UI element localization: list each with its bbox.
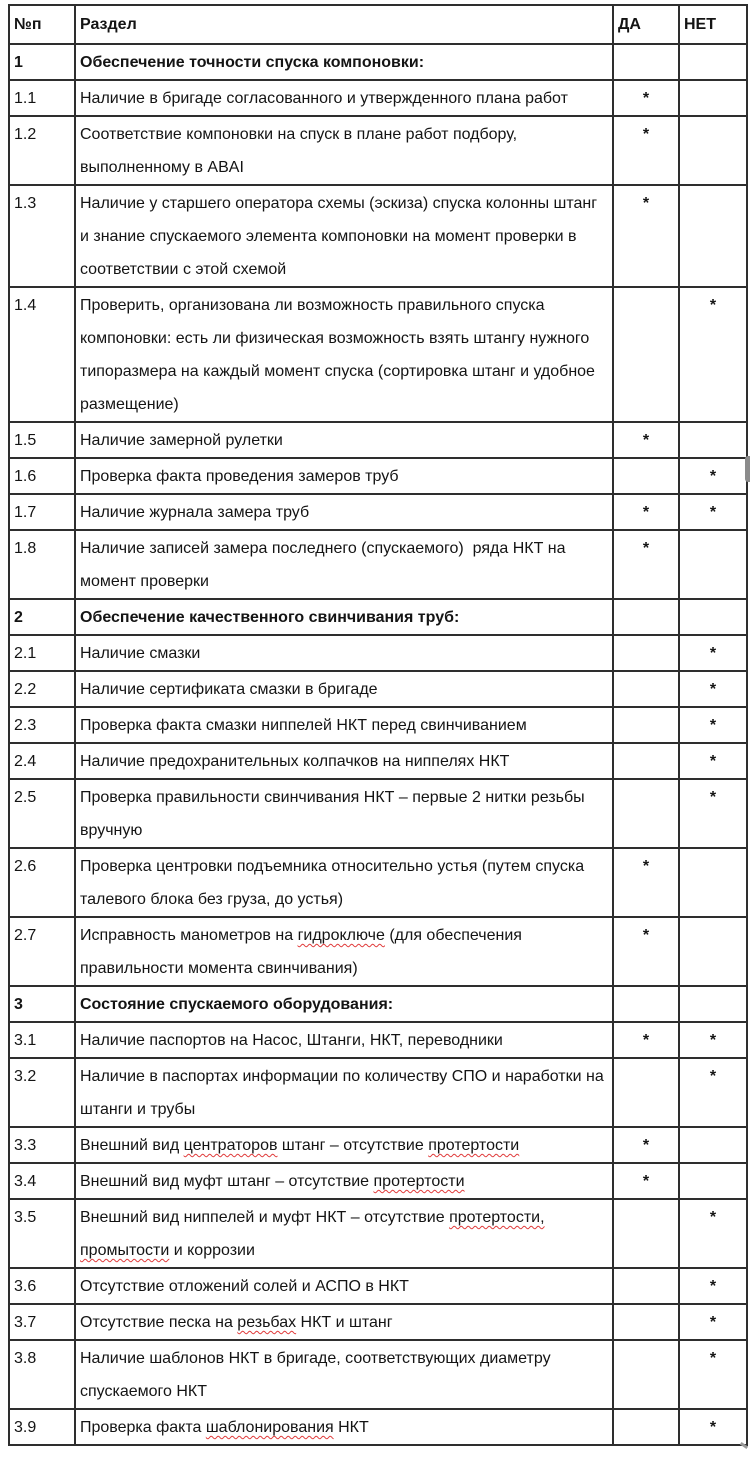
table-row (9, 530, 747, 599)
no-mark-cell: * (679, 1199, 747, 1268)
table-row (9, 1340, 747, 1409)
table-row (9, 599, 747, 635)
table-row (9, 1163, 747, 1199)
yes-mark-cell (613, 986, 679, 1022)
table-row (9, 458, 747, 494)
section-text-cell (75, 494, 613, 530)
yes-mark-cell (613, 707, 679, 743)
table-row (9, 635, 747, 671)
text-segment: Наличие у старшего оператора схемы (эскиза) спуска колонны штанг (80, 195, 598, 212)
text-segment: выполненному в ABAI (80, 159, 244, 176)
row-number-cell: 2.1 (9, 635, 75, 671)
text-segment: Внешний вид (80, 1137, 184, 1154)
yes-mark-cell: * (613, 917, 679, 986)
row-number-cell: 3.2 (9, 1058, 75, 1127)
yes-mark-cell: * (613, 1022, 679, 1058)
row-number-cell: 1.8 (9, 530, 75, 599)
row-number-cell: 3.9 (9, 1409, 75, 1445)
table-header (9, 5, 747, 44)
row-number-cell: 1.1 (9, 80, 75, 116)
row-number-cell: 1.5 (9, 422, 75, 458)
text-segment: Обеспечение качественного свинчивания труб: (80, 609, 460, 626)
no-mark-cell: * (679, 707, 747, 743)
row-number-cell: 1 (9, 44, 75, 80)
no-mark-cell (679, 917, 747, 986)
row-number-cell: 1.6 (9, 458, 75, 494)
section-text-cell (75, 986, 613, 1022)
text-segment: штанги и трубы (80, 1101, 196, 1118)
section-text-cell (75, 1199, 613, 1268)
no-mark-cell: * (679, 671, 747, 707)
text-line (80, 496, 608, 529)
text-segment: правильности момента свинчивания) (80, 960, 358, 977)
text-segment: размещение) (80, 396, 179, 413)
text-segment: вручную (80, 822, 143, 839)
no-mark-cell: * (679, 494, 747, 530)
yes-mark-cell (613, 1304, 679, 1340)
text-line (80, 220, 608, 253)
no-mark-cell (679, 986, 747, 1022)
text-segment: Состояние спускаемого оборудования: (80, 996, 394, 1013)
yes-mark-cell (613, 44, 679, 80)
table-row (9, 986, 747, 1022)
text-line (80, 781, 608, 814)
text-segment: НКТ и штанг (296, 1314, 393, 1331)
section-text-cell (75, 779, 613, 848)
row-number-cell: 3.7 (9, 1304, 75, 1340)
text-line (80, 601, 608, 634)
section-text-cell (75, 1022, 613, 1058)
yes-mark-cell: * (613, 1163, 679, 1199)
row-number-cell: 2.2 (9, 671, 75, 707)
yes-mark-cell: * (613, 422, 679, 458)
yes-mark-cell (613, 635, 679, 671)
table-row (9, 707, 747, 743)
table-row (9, 1268, 747, 1304)
text-segment: НКТ (333, 1419, 369, 1436)
yes-mark-cell (613, 287, 679, 422)
row-number-cell: 2 (9, 599, 75, 635)
table-row (9, 1058, 747, 1127)
misspelled-word: резьбах (237, 1314, 297, 1331)
text-segment: Проверка факта (80, 1419, 206, 1436)
yes-mark-cell (613, 671, 679, 707)
text-line (80, 1342, 608, 1375)
section-text-cell (75, 1163, 613, 1199)
row-number-cell: 3.1 (9, 1022, 75, 1058)
no-mark-cell: * (679, 1058, 747, 1127)
misspelled-word: протертости (373, 1173, 465, 1190)
row-number-cell: 3.6 (9, 1268, 75, 1304)
misspelled-word: шаблонирования (205, 1419, 334, 1436)
text-line (80, 1129, 608, 1162)
section-text-cell (75, 743, 613, 779)
yes-mark-cell: * (613, 530, 679, 599)
text-line (80, 1411, 608, 1444)
text-line (80, 673, 608, 706)
text-line (80, 1375, 608, 1408)
table-row (9, 80, 747, 116)
no-mark-cell: * (679, 1268, 747, 1304)
section-text-cell (75, 599, 613, 635)
table-row (9, 848, 747, 917)
yes-mark-cell (613, 1199, 679, 1268)
text-segment: Проверить, организована ли возможность правильного спуска (80, 297, 545, 314)
table-row (9, 1304, 747, 1340)
text-segment: соответствии с этой схемой (80, 261, 287, 278)
text-segment: Внешний вид ниппелей и муфт НКТ – отсутствие (80, 1209, 450, 1226)
text-line (80, 289, 608, 322)
no-mark-cell (679, 44, 747, 80)
text-line (80, 565, 608, 598)
no-mark-cell: * (679, 287, 747, 422)
text-line (80, 814, 608, 847)
no-mark-cell (679, 422, 747, 458)
text-segment: Наличие в паспортах информации по количеству СПО и наработки на (80, 1068, 604, 1085)
row-number-cell: 1.3 (9, 185, 75, 287)
table-row (9, 422, 747, 458)
yes-mark-cell: * (613, 80, 679, 116)
section-text-cell (75, 707, 613, 743)
text-line (80, 1234, 608, 1267)
table-row (9, 743, 747, 779)
text-line (80, 118, 608, 151)
text-segment: (для обеспечения (384, 927, 522, 944)
section-text-cell (75, 44, 613, 80)
scan-artifact (745, 456, 750, 482)
row-number-cell: 2.4 (9, 743, 75, 779)
no-mark-cell (679, 80, 747, 116)
text-line (80, 850, 608, 883)
text-segment: и коррозии (169, 1242, 255, 1259)
yes-mark-cell (613, 458, 679, 494)
yes-mark-cell (613, 599, 679, 635)
text-segment: Наличие в бригаде согласованного и утвержденного плана работ (80, 90, 568, 107)
table-row (9, 917, 747, 986)
text-line (80, 46, 608, 79)
no-mark-cell: * (679, 1340, 747, 1409)
text-segment: и знание спускаемого элемента компоновки на момент проверки в (80, 228, 577, 245)
text-line (80, 883, 608, 916)
section-text-cell (75, 80, 613, 116)
table-row (9, 779, 747, 848)
row-number-cell: 2.5 (9, 779, 75, 848)
section-text-cell (75, 917, 613, 986)
table-row (9, 1409, 747, 1445)
section-text-cell (75, 116, 613, 185)
col-header-number: №п (9, 5, 75, 44)
yes-mark-cell (613, 1058, 679, 1127)
text-line (80, 355, 608, 388)
row-number-cell: 2.3 (9, 707, 75, 743)
text-segment: Внешний вид муфт штанг – отсутствие (80, 1173, 374, 1190)
table-row (9, 1199, 747, 1268)
text-segment: талевого блока без груза, до устья) (80, 891, 344, 908)
section-text-cell (75, 1058, 613, 1127)
text-segment: Наличие замерной рулетки (80, 432, 283, 449)
text-line (80, 1270, 608, 1303)
section-text-cell (75, 185, 613, 287)
col-header-yes: ДА (613, 5, 679, 44)
text-line (80, 988, 608, 1021)
table-row (9, 1022, 747, 1058)
text-line (80, 745, 608, 778)
misspelled-word: протертости (428, 1137, 520, 1154)
row-number-cell: 3.3 (9, 1127, 75, 1163)
section-text-cell (75, 287, 613, 422)
col-header-no: НЕТ (679, 5, 747, 44)
row-number-cell: 2.6 (9, 848, 75, 917)
table-row (9, 1127, 747, 1163)
text-line (80, 1024, 608, 1057)
header-row (9, 5, 747, 44)
section-text-cell (75, 1409, 613, 1445)
text-segment: штанг – отсутствие (277, 1137, 429, 1154)
text-line (80, 424, 608, 457)
no-mark-cell (679, 848, 747, 917)
text-segment: Проверка факта проведения замеров труб (80, 468, 399, 485)
text-line (80, 388, 608, 421)
text-segment: Наличие шаблонов НКТ в бригаде, соответствующих диаметру (80, 1350, 551, 1367)
section-text-cell (75, 1268, 613, 1304)
text-line (80, 919, 608, 952)
col-header-section: Раздел (75, 5, 613, 44)
section-text-cell (75, 1340, 613, 1409)
row-number-cell: 3 (9, 986, 75, 1022)
yes-mark-cell (613, 1409, 679, 1445)
text-line (80, 322, 608, 355)
yes-mark-cell (613, 1268, 679, 1304)
text-line (80, 1060, 608, 1093)
no-mark-cell (679, 530, 747, 599)
row-number-cell: 2.7 (9, 917, 75, 986)
text-segment: типоразмера на каждый момент спуска (сортировка штанг и удобное (80, 363, 595, 380)
text-segment: Проверка факта смазки ниппелей НКТ перед свинчиванием (80, 717, 527, 734)
misspelled-word: протертости, (449, 1209, 545, 1226)
yes-mark-cell (613, 1340, 679, 1409)
text-segment: Соответствие компоновки на спуск в плане работ подбору, (80, 126, 518, 143)
text-segment: Наличие записей замера последнего (спускаемого) ряда НКТ на (80, 540, 566, 557)
section-text-cell (75, 530, 613, 599)
row-number-cell: 1.2 (9, 116, 75, 185)
text-segment: Наличие паспортов на Насос, Штанги, НКТ, переводники (80, 1032, 503, 1049)
section-text-cell (75, 635, 613, 671)
text-segment: Отсутствие отложений солей и АСПО в НКТ (80, 1278, 409, 1295)
section-text-cell (75, 458, 613, 494)
text-line (80, 1093, 608, 1126)
yes-mark-cell: * (613, 1127, 679, 1163)
row-number-cell: 3.4 (9, 1163, 75, 1199)
text-segment: момент проверки (80, 573, 209, 590)
text-segment: Наличие смазки (80, 645, 201, 662)
row-number-cell: 3.8 (9, 1340, 75, 1409)
no-mark-cell (679, 1163, 747, 1199)
section-text-cell (75, 1304, 613, 1340)
checklist-table (8, 4, 748, 1446)
table-row (9, 671, 747, 707)
text-segment: Проверка центровки подъемника относительно устья (путем спуска (80, 858, 585, 875)
text-line (80, 532, 608, 565)
text-segment: Обеспечение точности спуска компоновки: (80, 54, 425, 71)
text-line (80, 1165, 608, 1198)
text-line (80, 82, 608, 115)
row-number-cell: 1.4 (9, 287, 75, 422)
no-mark-cell: * (679, 1022, 747, 1058)
section-text-cell (75, 671, 613, 707)
text-segment: Исправность манометров на (80, 927, 298, 944)
text-segment: спускаемого НКТ (80, 1383, 208, 1400)
text-line (80, 709, 608, 742)
no-mark-cell (679, 599, 747, 635)
misspelled-word: промытости (80, 1242, 170, 1259)
yes-mark-cell: * (613, 494, 679, 530)
table-row (9, 185, 747, 287)
table-row (9, 287, 747, 422)
section-text-cell (75, 1127, 613, 1163)
misspelled-word: гидроключе (297, 927, 385, 944)
text-line (80, 253, 608, 286)
checklist-body (9, 44, 747, 1445)
text-line (80, 1306, 608, 1339)
section-text-cell (75, 848, 613, 917)
no-mark-cell: * (679, 1409, 747, 1445)
no-mark-cell (679, 116, 747, 185)
text-line (80, 460, 608, 493)
text-segment: Наличие предохранительных колпачков на ниппелях НКТ (80, 753, 510, 770)
yes-mark-cell: * (613, 116, 679, 185)
text-segment: Наличие сертификата смазки в бригаде (80, 681, 378, 698)
misspelled-word: центраторов (183, 1137, 278, 1154)
no-mark-cell: * (679, 1304, 747, 1340)
yes-mark-cell (613, 743, 679, 779)
table-row (9, 116, 747, 185)
yes-mark-cell (613, 779, 679, 848)
text-segment: Наличие журнала замера труб (80, 504, 310, 521)
text-line (80, 1201, 608, 1234)
text-line (80, 952, 608, 985)
table-row (9, 494, 747, 530)
yes-mark-cell: * (613, 848, 679, 917)
yes-mark-cell: * (613, 185, 679, 287)
text-line (80, 151, 608, 184)
no-mark-cell: * (679, 779, 747, 848)
text-segment: Отсутствие песка на (80, 1314, 238, 1331)
no-mark-cell: * (679, 635, 747, 671)
no-mark-cell (679, 185, 747, 287)
no-mark-cell: * (679, 458, 747, 494)
row-number-cell: 3.5 (9, 1199, 75, 1268)
section-text-cell (75, 422, 613, 458)
no-mark-cell: * (679, 743, 747, 779)
table-row (9, 44, 747, 80)
no-mark-cell (679, 1127, 747, 1163)
text-line (80, 187, 608, 220)
text-segment: компоновки: есть ли физическая возможность взять штангу нужного (80, 330, 590, 347)
text-line (80, 637, 608, 670)
row-number-cell: 1.7 (9, 494, 75, 530)
text-segment: Проверка правильности свинчивания НКТ – первые 2 нитки резьбы (80, 789, 585, 806)
